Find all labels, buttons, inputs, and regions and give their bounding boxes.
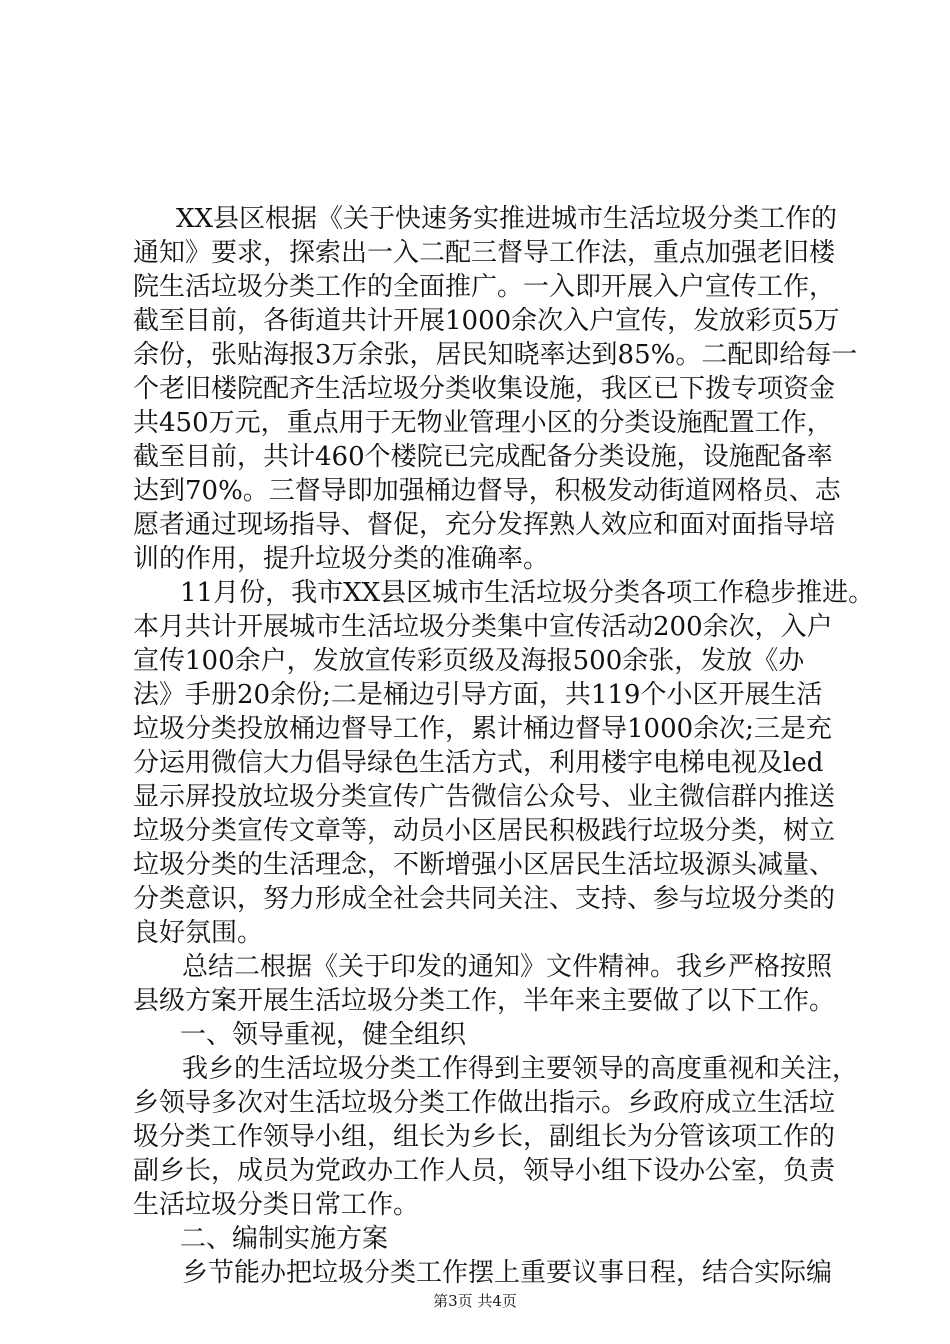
- text-line: 垃圾分类宣传文章等，动员小区居民积极践行垃圾分类，树立: [133, 816, 836, 846]
- text-line: 余份，张贴海报3万余张，居民知晓率达到85%。二配即给每一: [133, 340, 858, 370]
- text-line: 愿者通过现场指导、督促，充分发挥熟人效应和面对面指导培: [133, 510, 836, 540]
- text-line: 生活垃圾分类日常工作。: [133, 1190, 420, 1220]
- text-line: 乡节能办把垃圾分类工作摆上重要议事日程，结合实际编: [182, 1258, 833, 1288]
- text-line: 共450万元，重点用于无物业管理小区的分类设施配置工作，: [133, 408, 833, 438]
- text-line: 县级方案开展生活垃圾分类工作，半年来主要做了以下工作。: [133, 986, 836, 1016]
- text-line: 截至目前，共计460个楼院已完成配备分类设施，设施配备率: [133, 442, 833, 472]
- text-line: 通知》要求，探索出一入二配三督导工作法，重点加强老旧楼: [133, 238, 836, 268]
- text-line: 显示屏投放垃圾分类宣传广告微信公众号、业主微信群内推送: [133, 782, 836, 812]
- text-line: 宣传100余户，发放宣传彩页级及海报500余张，发放《办: [133, 646, 805, 676]
- text-line: 副乡长，成员为党政办工作人员，领导小组下设办公室，负责: [133, 1156, 836, 1186]
- text-line: 训的作用，提升垃圾分类的准确率。: [133, 544, 550, 574]
- text-line: 垃圾分类的生活理念，不断增强小区居民生活垃圾源头减量、: [133, 850, 836, 880]
- section-heading: 一、领导重视，健全组织: [180, 1020, 467, 1050]
- text-line: 分运用微信大力倡导绿色生活方式，利用楼宇电梯电视及led: [133, 748, 824, 778]
- text-line: 本月共计开展城市生活垃圾分类集中宣传活动200余次，入户: [133, 612, 833, 642]
- text-line: 达到70%。三督导即加强桶边督导，积极发动街道网格员、志: [133, 476, 841, 506]
- text-line: XX县区根据《关于快速务实推进城市生活垃圾分类工作的: [176, 204, 838, 234]
- text-line: 圾分类工作领导小组，组长为乡长，副组长为分管该项工作的: [133, 1122, 836, 1152]
- text-line: 总结二根据《关于印发的通知》文件精神。我乡严格按照: [182, 952, 833, 982]
- text-line: 11月份，我市XX县区城市生活垃圾分类各项工作稳步推进。: [180, 578, 875, 608]
- section-heading: 二、编制实施方案: [180, 1224, 389, 1254]
- text-line: 乡领导多次对生活垃圾分类工作做出指示。乡政府成立生活垃: [133, 1088, 836, 1118]
- text-line: 分类意识，努力形成全社会共同关注、支持、参与垃圾分类的: [133, 884, 836, 914]
- text-line: 个老旧楼院配齐生活垃圾分类收集设施，我区已下拨专项资金: [133, 374, 836, 404]
- text-line: 法》手册20余份;二是桶边引导方面，共119个小区开展生活: [133, 680, 823, 710]
- text-line: 垃圾分类投放桶边督导工作，累计桶边督导1000余次;三是充: [133, 714, 832, 744]
- text-line: 良好氛围。: [133, 918, 264, 948]
- text-line: 我乡的生活垃圾分类工作得到主要领导的高度重视和关注，: [182, 1054, 859, 1084]
- text-line: 院生活垃圾分类工作的全面推广。一入即开展入户宣传工作，: [133, 272, 836, 302]
- page-number-footer: 第3页 共4页: [433, 1292, 517, 1310]
- text-line: 截至目前，各街道共计开展1000余次入户宣传，发放彩页5万: [133, 306, 840, 336]
